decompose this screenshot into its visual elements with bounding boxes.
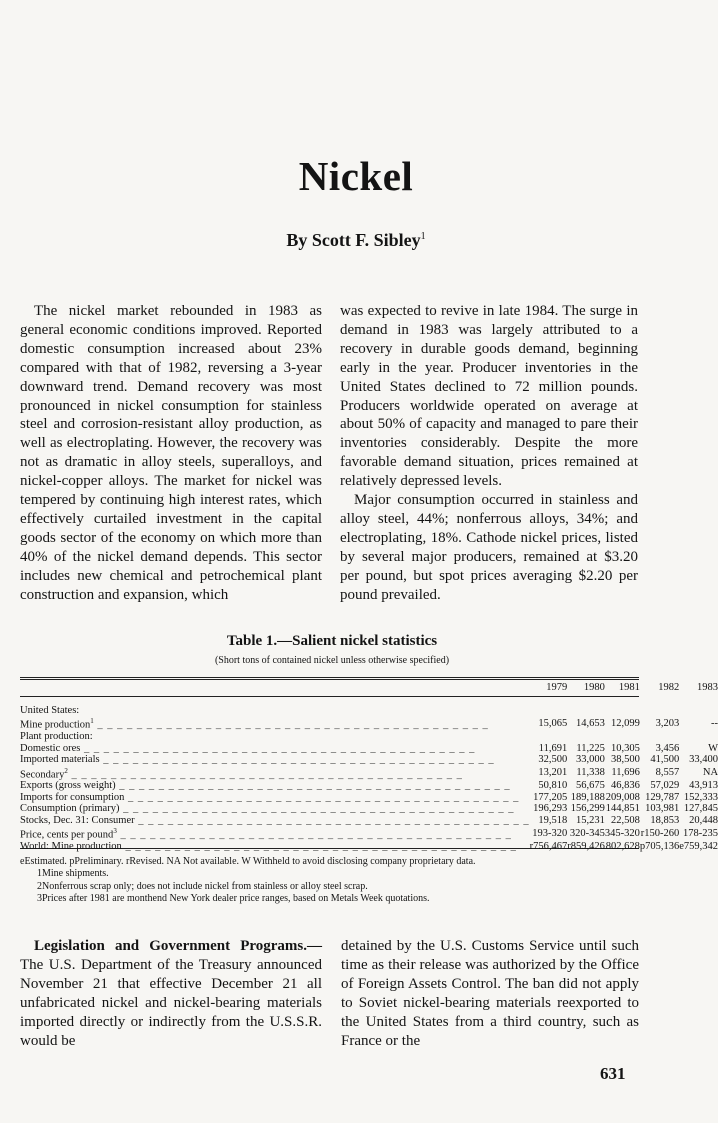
table-row xyxy=(20,731,718,742)
table-cell xyxy=(605,705,640,716)
table-cell: 345-320 xyxy=(604,827,640,839)
table-cell: 15,231 xyxy=(576,814,605,826)
table-cell: r756,467 xyxy=(529,840,568,852)
table-cell: 11,696 xyxy=(611,767,640,779)
table-cell: 177,205 xyxy=(533,791,568,803)
section-text: The U.S. Department of the Treasury announced November 21 that effective December 21 all unfabricated nickel and nickel-bearing materials imported directly or indirectly from the U.S.S.R. would be xyxy=(20,956,322,1049)
table-cell: 50,810 xyxy=(538,780,568,792)
table-cell: -- xyxy=(711,718,718,730)
table-row xyxy=(20,792,718,803)
table-cell: 13,201 xyxy=(538,767,568,779)
table-title: Table 1.—Salient nickel statistics xyxy=(226,633,438,649)
table-row xyxy=(20,766,718,781)
table-top-rule xyxy=(20,677,639,678)
footnote: 1Mine shipments. xyxy=(37,868,109,880)
footnote-marker: 1 xyxy=(420,231,426,242)
table-cell: r150-260 xyxy=(640,827,680,839)
table-row xyxy=(20,754,718,765)
footnote: 3Prices after 1981 are monthend New York dealer price ranges, based on Metals Week quotations. xyxy=(37,893,430,905)
table-row xyxy=(20,705,718,716)
table-cell: 127,845 xyxy=(683,803,718,815)
table-cell: 196,293 xyxy=(533,803,568,815)
table-cell: 18,853 xyxy=(650,814,680,826)
row-label: Plant production: xyxy=(20,731,93,743)
table-cell: 802,628 xyxy=(605,840,640,852)
table-cell: 57,029 xyxy=(650,780,680,792)
table-top-rule-double xyxy=(20,679,639,680)
table-cell xyxy=(530,731,568,742)
table-cell: 22,508 xyxy=(611,814,640,826)
page-title: Nickel xyxy=(298,153,414,199)
row-label: Domestic ores _ _ _ _ _ _ _ _ _ _ _ _ _ _ _ _ _ _ _ _ _ _ _ _ _ _ _ _ _ _ _ _ _ _ _ _ _ _ _ _ xyxy=(20,742,476,754)
table-cell: e759,342 xyxy=(679,840,718,852)
year-header: 1982 xyxy=(658,682,680,694)
row-label: Exports (gross weight) _ _ _ _ _ _ _ _ _ _ _ _ _ _ _ _ _ _ _ _ _ _ _ _ _ _ _ _ _ _ _ _ _ _ _ _ _ _ _ _ xyxy=(20,780,511,792)
table-row xyxy=(20,826,718,841)
author: By Scott F. Sibley xyxy=(286,230,421,250)
table-cell: 11,225 xyxy=(576,742,605,754)
table-cell: 46,836 xyxy=(611,780,640,792)
table-cell: 193-320 xyxy=(532,827,568,839)
page-number: 631 xyxy=(600,1064,626,1083)
table-cell: 41,500 xyxy=(650,754,680,766)
table-cell xyxy=(640,731,679,742)
table-subtitle: (Short tons of contained nickel unless otherwise specified) xyxy=(214,655,450,666)
table-row xyxy=(20,803,718,814)
row-label: United States: xyxy=(20,705,80,716)
section-column-left xyxy=(20,937,322,1050)
table-row xyxy=(20,780,718,791)
table-cell: 189,188 xyxy=(570,791,605,803)
intro-paragraph: The nickel market rebounded in 1983 as general economic conditions improved. Reported domestic consumption increased about 23% compared with that of 1982, reversing a 3-year downward trend. Demand recovery was most pronounced in nickel consumption for stainless steel and corrosion-resistant alloy production, as well as electroplating. However, the recovery was not as dramatic in alloy steels, superalloys, and nickel-copper alloys. The market for nickel was tempered by continuing high interest rates, which effectively curtailed investment in the capital goods sector of the economy on which more than 40% of the nickel demand depends. This sector includes new chemical and petrochemical plant construction and expansion, which xyxy=(20,303,322,603)
byline xyxy=(0,230,712,251)
row-label: Price, cents per pound$^3$ _ _ _ _ _ _ _ _ _ _ _ _ _ _ _ _ _ _ _ _ _ _ _ _ _ _ _ _ _ _ _ _ _ _ _ _ _ _ _ _ xyxy=(20,827,512,841)
row-label: Mine production$^1$ _ _ _ _ _ _ _ _ _ _ _ _ _ _ _ _ _ _ _ _ _ _ _ _ _ _ _ _ _ _ _ _ _ _ _ _ _ _ _ _ xyxy=(20,717,489,731)
table-cell: 320-345 xyxy=(569,827,605,839)
table-cell: 56,675 xyxy=(576,780,605,792)
year-header: 1981 xyxy=(618,682,640,694)
table-cell xyxy=(640,705,679,716)
table-cell: p705,136 xyxy=(639,840,680,852)
year-header: 1980 xyxy=(583,682,605,694)
table-cell: 144,851 xyxy=(605,803,640,815)
table-cell: 10,305 xyxy=(611,742,640,754)
year-header: 1983 xyxy=(697,682,718,694)
row-label: World: Mine production _ _ _ _ _ _ _ _ _ _ _ _ _ _ _ _ _ _ _ _ _ _ _ _ _ _ _ _ _ _ _ _ _ _ _ _ _ _ _ _ xyxy=(20,840,517,852)
section-heading: Legislation and Government Programs.— xyxy=(34,938,322,954)
table-cell: 129,787 xyxy=(645,791,680,803)
table-cell: W xyxy=(708,742,718,754)
table-header-row xyxy=(20,681,718,695)
table-cell: 3,203 xyxy=(655,718,680,730)
table-cell: 32,500 xyxy=(538,754,568,766)
intro-paragraph: Major consumption occurred in stainless and alloy steel, 44%; nonferrous alloys, 34%; and electroplating, 18%. Cathode nickel prices, listed by several major producers, remained at $3.20 per pound, but spot prices averaging $2.20 per pound prevailed. xyxy=(340,492,638,603)
row-label: Secondary$^2$ _ _ _ _ _ _ _ _ _ _ _ _ _ _ _ _ _ _ _ _ _ _ _ _ _ _ _ _ _ _ _ _ _ _ _ _ _ _ _ _ xyxy=(20,766,463,781)
section-paragraph-continued: detained by the U.S. Customs Service until such time as their release was authorized by the Office of Foreign Assets Control. The ban did not apply to Soviet nickel-bearing materials reexported to the United States from a third country, such as France or the xyxy=(341,938,639,1049)
table-cell: 33,400 xyxy=(689,754,718,766)
table-cell xyxy=(567,731,605,742)
table-row xyxy=(20,841,718,852)
table-cell: 103,981 xyxy=(645,803,680,815)
table-cell: 11,338 xyxy=(576,767,605,779)
table-cell: 8,557 xyxy=(655,767,680,779)
table-footnotes xyxy=(20,856,639,906)
year-header: 1979 xyxy=(546,682,568,694)
table-cell: 178-235 xyxy=(683,827,718,839)
table-cell xyxy=(679,731,718,742)
row-label: Imported materials _ _ _ _ _ _ _ _ _ _ _ _ _ _ _ _ _ _ _ _ _ _ _ _ _ _ _ _ _ _ _ _ _ _ _ _ _ _ _ _ xyxy=(20,754,495,766)
table-row xyxy=(20,743,718,754)
table-cell: 14,653 xyxy=(576,718,605,730)
row-label: Stocks, Dec. 31: Consumer _ _ _ _ _ _ _ _ _ _ _ _ _ _ _ _ _ _ _ _ _ _ _ _ _ _ _ _ _ _ _ _ _ _ _ _ _ _ _ _ xyxy=(20,814,530,826)
intro-column-right xyxy=(340,302,638,605)
table-cell: 156,299 xyxy=(570,803,605,815)
table-cell: NA xyxy=(702,767,718,779)
table-cell xyxy=(530,705,568,716)
table-cell: 38,500 xyxy=(611,754,640,766)
table-cell xyxy=(605,731,640,742)
footnote-legend: eEstimated. pPreliminary. rRevised. NA Not available. W Withheld to avoid disclosing company proprietary data. xyxy=(20,856,476,867)
table-cell: 20,448 xyxy=(689,814,718,826)
row-label: Consumption (primary) _ _ _ _ _ _ _ _ _ _ _ _ _ _ _ _ _ _ _ _ _ _ _ _ _ _ _ _ _ _ _ _ _ _ _ _ _ _ _ _ xyxy=(20,803,515,815)
table-cell: 209,008 xyxy=(605,791,640,803)
table-cell: 12,099 xyxy=(611,718,640,730)
table-cell: r859,426 xyxy=(567,840,605,852)
table-cell: 152,333 xyxy=(683,791,718,803)
intro-column-left xyxy=(20,302,322,605)
table-cell xyxy=(679,705,718,716)
table-row xyxy=(20,716,718,731)
row-label: Imports for consumption _ _ _ _ _ _ _ _ _ _ _ _ _ _ _ _ _ _ _ _ _ _ _ _ _ _ _ _ _ _ _ _ _ _ _ _ _ _ _ _ xyxy=(20,791,520,803)
salient-statistics-table xyxy=(20,681,718,852)
table-cell: 43,913 xyxy=(689,780,718,792)
table-cell xyxy=(567,705,605,716)
table-cell: 33,000 xyxy=(576,754,605,766)
intro-paragraph-continued: was expected to revive in late 1984. The surge in demand in 1983 was largely attributed to a recovery in durable goods demand, beginning early in the year. Producer inventories in the United States declined to 72 million pounds. Producers worldwide operated on average at about 50% of capacity and managed to pare their inventories considerably. Despite the more favorable demand situation, prices remained at relatively depressed levels. xyxy=(340,303,638,490)
table-cell: 3,456 xyxy=(655,742,680,754)
table-cell: 11,691 xyxy=(538,742,568,754)
table-cell: 19,518 xyxy=(538,814,568,826)
section-column-right xyxy=(341,937,639,1050)
table-cell: 15,065 xyxy=(538,718,568,730)
footnote: 2Nonferrous scrap only; does not include nickel from stainless or alloy steel scrap. xyxy=(37,880,368,892)
section-paragraph xyxy=(20,937,322,1050)
table-row xyxy=(20,815,718,826)
